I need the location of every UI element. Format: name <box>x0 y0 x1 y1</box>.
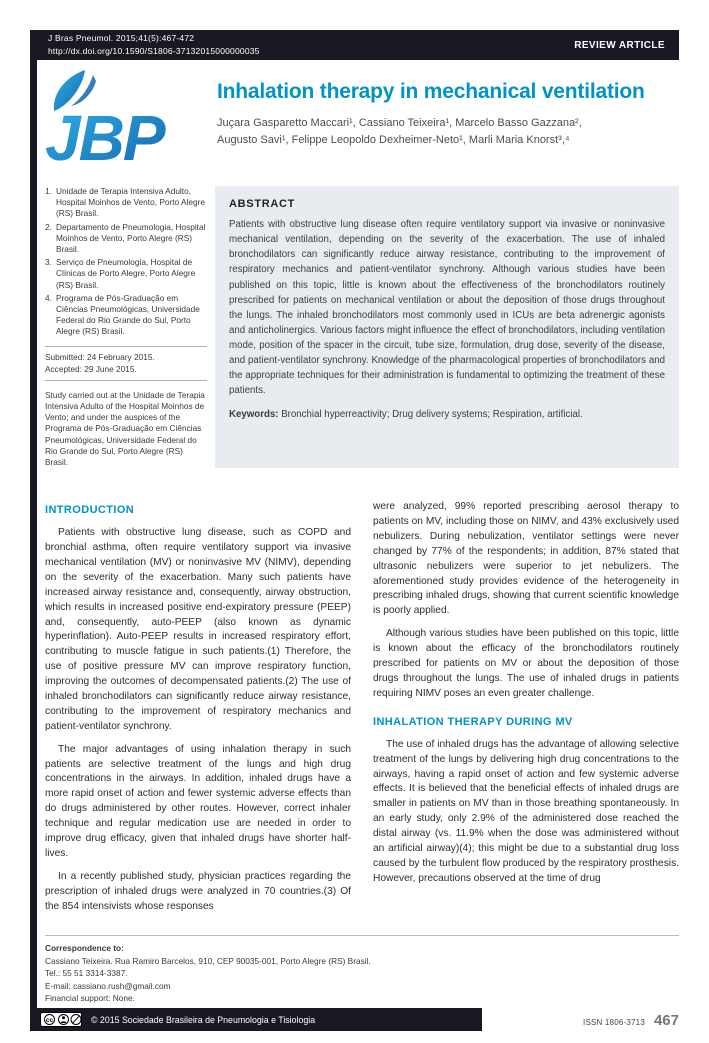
section-heading-inhalation-therapy: INHALATION THERAPY DURING MV <box>373 715 573 728</box>
cc-by-nc-icon <box>40 1012 82 1027</box>
paragraph: The major advantages of using inhalation therapy in such patients are selective treatment of the lungs and high drug concentrations in the airways. In addition, inhaled drugs have a more rapid onset of action and fewer systemic adverse effects than do drugs administered by other routes. However, correct inhaler technique and regular medication use are needed in order to improve drug efficacy, given that inhaled drugs have shorter half-lives. <box>45 743 351 859</box>
financial-support: Financial support: None. <box>45 993 135 1004</box>
study-note: Study carried out at the Unidade de Terapia Intensiva Adulto of the Hospital Moinhos de Vento; and under the auspices of the Programa de Pós-Graduação em Ciências Pneumológicas, Universidade Federal do Rio Grande do Sul, Porto Alegre (RS) Brasil. <box>45 389 205 467</box>
column-left <box>45 500 351 922</box>
email-label: E-mail: <box>45 980 74 991</box>
jbp-logo-text: JBP <box>45 102 164 174</box>
submission-dates <box>45 346 207 380</box>
affiliation-item <box>45 293 207 338</box>
correspondence-label: Correspondence to: <box>45 943 124 954</box>
correspondence-tel: Tel.: 55 51 3314-3387. <box>45 968 128 979</box>
keywords-label: Keywords: <box>229 408 279 420</box>
paragraph: Although various studies have been published on this topic, little is known about the efficacy of the bronchodilators routinely prescribed for patients on MV or about the deposition of those drugs throughout the lungs. The use of inhaled drugs in patients requiring NIMV poses an even greater challenge. <box>373 628 679 699</box>
svg-text:cc: cc <box>45 1016 54 1024</box>
affiliation-text: Unidade de Terapia Intensiva Adulto, Hospital Moinhos de Vento, Porto Alegre (RS) Brasil. <box>56 186 205 219</box>
issn-label: ISSN 1806-3713 <box>583 1018 645 1027</box>
correspondence-block <box>45 935 679 1004</box>
affiliation-item <box>45 257 207 291</box>
body-columns <box>45 500 679 922</box>
affiliation-number: 1. <box>45 186 52 196</box>
authors-line-1: Juçara Gasparetto Maccari¹, Cassiano Teixeira¹, Marcelo Basso Gazzana², <box>217 117 582 129</box>
affiliations-sidebar <box>45 186 207 468</box>
affiliation-text: Departamento de Pneumologia, Hospital Moinhos de Vento, Porto Alegre (RS) Brasil. <box>56 221 206 254</box>
authors-line-2: Augusto Savi¹, Felippe Leopoldo Dexheimer-Neto¹, Marli Maria Knorst³,⁴ <box>217 134 570 147</box>
journal-citation: J Bras Pneumol. 2015;41(5):467-472 <box>48 33 195 44</box>
affiliation-number: 3. <box>45 257 52 268</box>
affiliation-number: 2. <box>45 221 52 232</box>
paragraph: In a recently published study, physician practices regarding the prescription of inhaled drugs were analyzed in 70 countries.(3) Of the 854 intensivists whose responses <box>45 870 351 912</box>
article-type-label: REVIEW ARTICLE <box>574 39 665 51</box>
issn-block <box>583 1012 679 1029</box>
jbp-logo <box>45 70 217 174</box>
email-link[interactable]: cassiano.rush@gmail.com <box>73 980 171 991</box>
affiliation-text: Serviço de Pneumologia, Hospital de Clínicas de Porto Alegre, Porto Alegre (RS) Brasil. <box>56 257 196 290</box>
header-bar <box>30 30 679 60</box>
copyright-text: © 2015 Sociedade Brasileira de Pneumologia e Tisiologia <box>91 1014 316 1025</box>
affiliation-item <box>45 222 207 256</box>
keywords-text: Bronchial hyperreactivity; Drug delivery systems; Respiration, artificial. <box>278 408 583 420</box>
paragraph: Patients with obstructive lung disease, such as COPD and bronchial asthma, often require ventilatory support via invasive mechanical ventilation (MV) or noninvasive MV (NIMV), depending on the severity of the exacerbation. Many such patients have increased airway resistance and, consequently, airway obstruction, which results in increased positive end-expiratory pressure (PEEP) and, consequently, auto-PEEP (also known as dynamic hyperinflation). Auto-PEEP results in increased respiratory effort, contributing to muscle fatigue in such patients.(1) Therefore, the use of positive pressure MV can improve respiratory function, improving the outcomes of decompensated patients.(2) The use of inhaled bronchodilators can significantly reduce airway resistance, contributing to the improvement of respiratory mechanics and patient-ventilator synchrony. <box>45 527 351 732</box>
correspondence-address: Cassiano Teixeira. Rua Ramiro Barcelos, 910, CEP 90035-001, Porto Alegre (RS) Brasil. <box>45 955 371 966</box>
article-title: Inhalation therapy in mechanical ventilation <box>217 80 645 103</box>
footer-bar <box>30 1008 482 1031</box>
correspondence-email-line <box>45 980 679 992</box>
affiliation-number: 4. <box>45 292 52 303</box>
page-number: 467 <box>653 1012 679 1029</box>
column-right <box>373 500 679 922</box>
left-accent-strip <box>30 30 37 1031</box>
keywords-line <box>229 409 665 420</box>
abstract-text: Patients with obstructive lung disease often require ventilatory support via invasive or noninvasive mechanical ventilation, depending on the severity of the exacerbation. The use of inhaled bronchodilators can significantly reduce airway resistance, contributing to the improvement of respiratory mechanics and patient-ventilator synchrony. Although various studies have been published on this topic, little is known about the effectiveness of the bronchodilators routinely prescribed for patients on mechanical ventilation or about the deposition of those drugs throughout the lungs. The inhaled bronchodilators most commonly used in ICUs are beta adrenergic agonists and anticholinergics. Various factors might influence the effect of bronchodilators, including ventilation mode, position of the spacer in the circuit, tube size, formulation, drug dose, severity of the disease, and patient-ventilator synchrony. Knowledge of the pharmacological properties of bronchodilators and the appropriate techniques for their administration is fundamental to optimizing the treatment of these patients. <box>229 219 665 397</box>
affiliation-text: Programa de Pós-Graduação em Ciências Pneumológicas, Universidade Federal do Rio Grande do Sul, Porto Alegre (RS) Brasil. <box>56 292 200 337</box>
accepted-date: Accepted: 29 June 2015. <box>45 363 137 374</box>
masthead <box>45 70 679 174</box>
paragraph: were analyzed, 99% reported prescribing aerosol therapy to patients on MV, including those on NIMV, and 43% exclusively used nebulizers. During nebulization, ventilator settings were never changed by 77% of the respondents; in addition, 87% stated that ultrasonic nebulizers were superior to jet nebulizers. The aforementioned study provides evidence of the heterogeneity in prescribing inhaled drugs, showing that current scientific knowledge is poorly applied. <box>373 501 679 617</box>
doi-link[interactable]: http://dx.doi.org/10.1590/S1806-37132015000000035 <box>48 46 260 56</box>
abstract-heading: ABSTRACT <box>229 198 296 210</box>
abstract-box <box>215 186 679 468</box>
paragraph: The use of inhaled drugs has the advantage of allowing selective treatment of the lungs by delivering high drug concentrations to the airways, having a rapid onset of action and few systemic adverse effects. It is believed that the beneficial effects of inhaled drugs are smaller in patients on MV than in those breathing spontaneously. In an early study, only 2.9% of the administered dose reached the distal airway (vs. 11.9% when the dose was administered without an artificial airway)(4); this might be due to a substantial drug loss caused by the turbulent flow produced by the respiratory prosthesis. However, precautions observed at the time of drug <box>373 738 679 884</box>
section-heading-introduction: INTRODUCTION <box>45 504 135 517</box>
jbp-logo-graphic <box>45 70 217 174</box>
submitted-date: Submitted: 24 February 2015. <box>45 352 155 363</box>
affiliation-item <box>45 186 207 220</box>
